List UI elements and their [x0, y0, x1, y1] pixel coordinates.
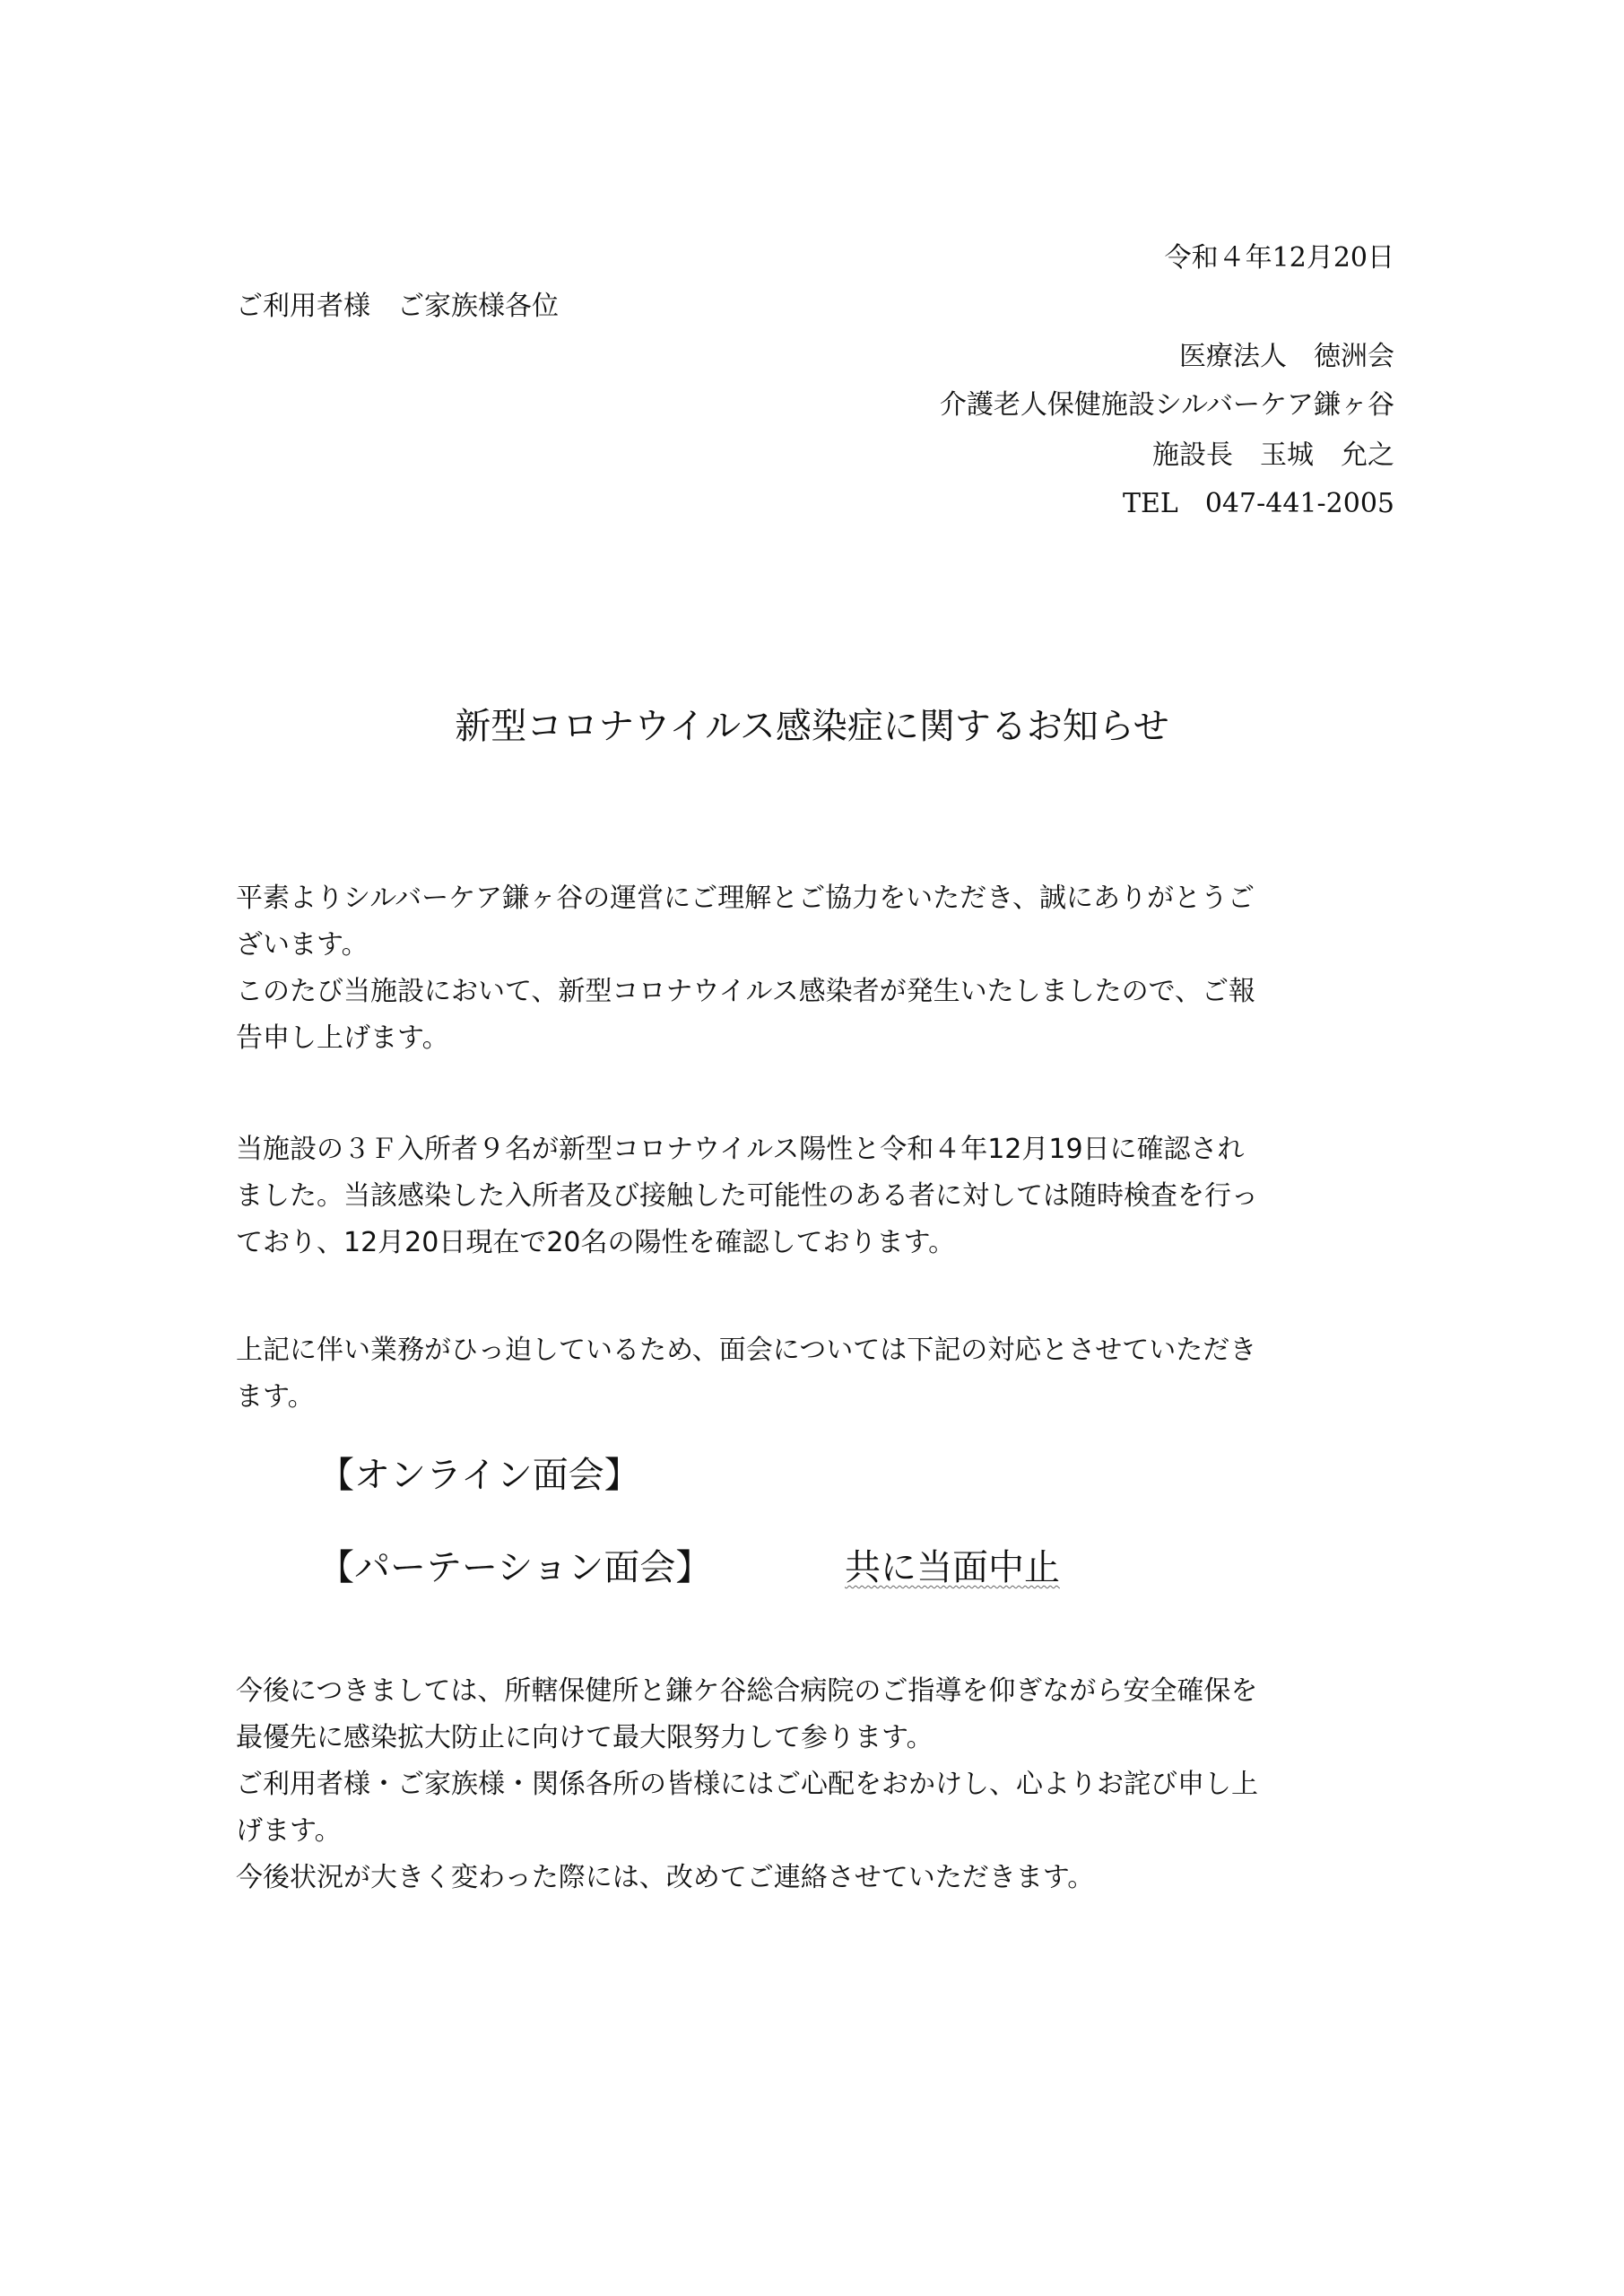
sender-facility: 介護老人保健施設シルバーケア鎌ヶ谷 — [939, 389, 1394, 421]
sender-corporation: 医療法人 徳洲会 — [1179, 341, 1394, 372]
closing-line: 最優先に感染拡大防止に向けて最大限努力して参ります。 — [236, 1722, 934, 1753]
closing-paragraph — [236, 1668, 1394, 1901]
intro-line: 平素よりシルバーケア鎌ヶ谷の運営にご理解とご協力をいただき、誠にありがとうご — [236, 883, 1255, 914]
visit-suspended-status: 共に当面中止 — [845, 1547, 1060, 1588]
recipient-line: ご利用者様 ご家族様各位 — [236, 291, 559, 322]
sender-director: 施設長 玉城 允之 — [1152, 439, 1394, 471]
intro-line: このたび当施設において、新型コロナウイルス感染者が発生いたしましたので、ご報 — [236, 976, 1255, 1007]
intro-line: 告申し上げます。 — [236, 1022, 449, 1054]
closing-line: 今後状況が大きく変わった際には、改めてご連絡させていただきます。 — [236, 1862, 1095, 1893]
closing-line: げます。 — [236, 1815, 342, 1847]
visits-intro-paragraph — [236, 1327, 1394, 1421]
closing-line: 今後につきましては、所轄保健所と鎌ケ谷総合病院のご指導を仰ぎながら安全確保を — [236, 1675, 1258, 1707]
details-line: 当施設の３Ｆ入所者９名が新型コロナウイルス陽性と令和４年12月19日に確認され — [236, 1134, 1245, 1165]
notice-title: 新型コロナウイルス感染症に関するお知らせ — [455, 706, 1169, 747]
details-line: ており、12月20日現在で20名の陽性を確認しております。 — [236, 1227, 956, 1258]
visits-intro-line: ます。 — [236, 1381, 315, 1413]
sender-tel: TEL 047-441-2005 — [1123, 488, 1394, 519]
issue-date: 令和４年12月20日 — [1164, 242, 1394, 274]
intro-paragraph — [236, 875, 1394, 1062]
partition-visit-label: 【パーテーション面会】 — [318, 1547, 712, 1588]
details-line: ました。当該感染した入所者及び接触した可能性のある者に対しては随時検査を行っ — [236, 1180, 1258, 1212]
details-paragraph — [236, 1126, 1394, 1266]
intro-line: ざいます。 — [236, 929, 369, 961]
closing-line: ご利用者様・ご家族様・関係各所の皆様にはご心配をおかけし、心よりお詫び申し上 — [236, 1769, 1258, 1800]
visits-intro-line: 上記に伴い業務がひっ迫しているため、面会については下記の対応とさせていただき — [236, 1335, 1257, 1366]
online-visit-label: 【オンライン面会】 — [318, 1455, 640, 1496]
